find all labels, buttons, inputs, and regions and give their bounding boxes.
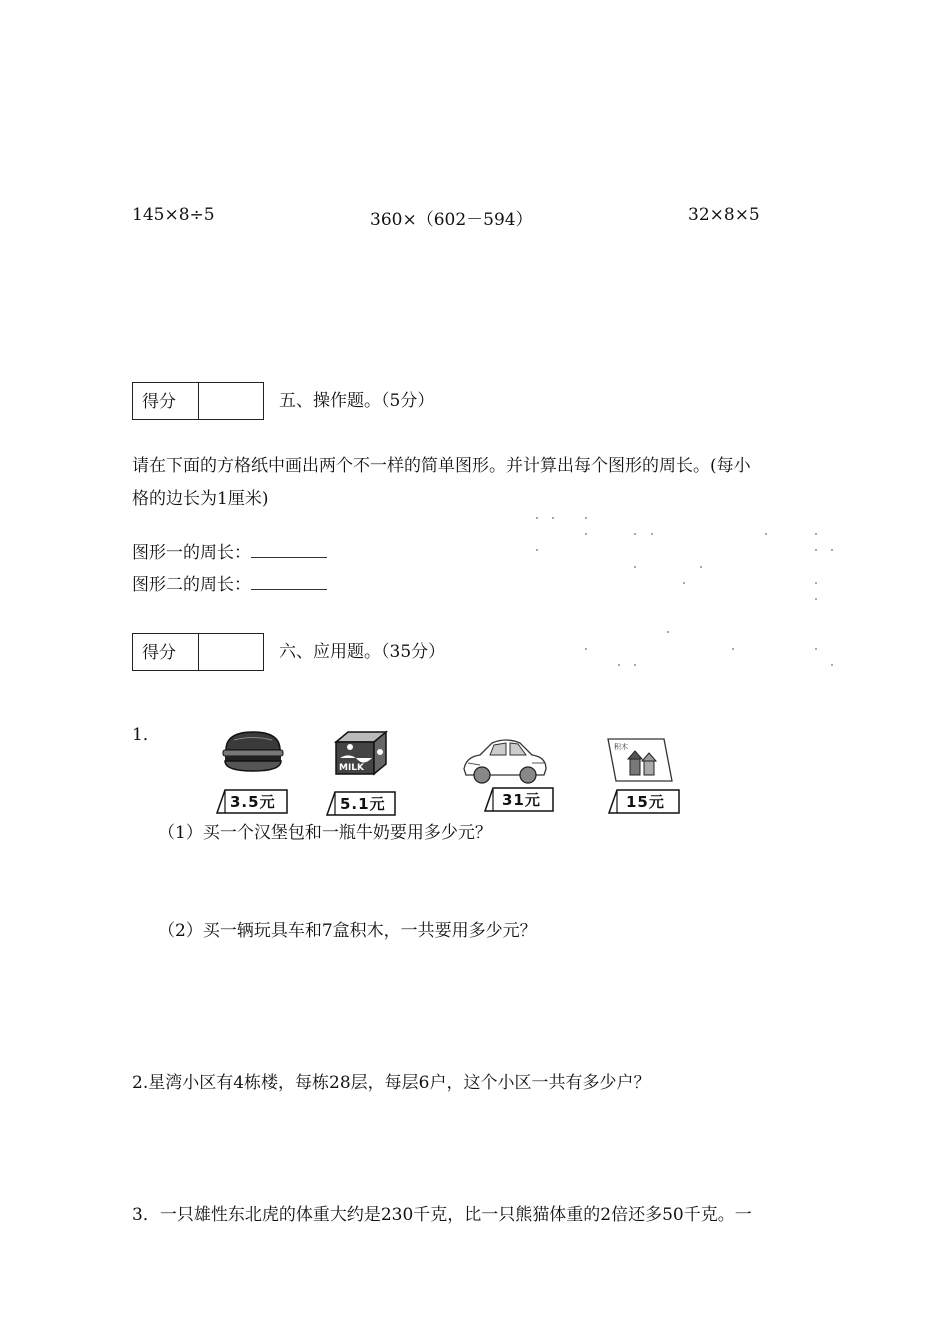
price-tag-blocks xyxy=(608,788,680,814)
section5-instruction-line2: 格的边长为1厘米) xyxy=(132,489,269,509)
calc-expression-1: 145×8÷5 xyxy=(132,205,215,225)
toy-car-picture xyxy=(460,735,550,792)
calc-expression-3: 32×8×5 xyxy=(688,205,760,225)
price-tag-hamburger xyxy=(216,788,288,814)
blocks-box-text: 积木 xyxy=(614,743,628,751)
price-tag-toy-car xyxy=(484,786,554,812)
question2: 2.星湾小区有4栋楼，每栋28层，每层6户，这个小区一共有多少户？ xyxy=(132,1073,651,1093)
shape1-answer-blank[interactable] xyxy=(251,543,327,558)
price-toy-car: 31元 xyxy=(502,791,541,809)
section6-title: 六、应用题。（35分） xyxy=(279,642,446,662)
score-label: 得分 xyxy=(133,383,199,419)
milk-carton-text: MILK xyxy=(339,763,365,773)
section5-instruction-line1: 请在下面的方格纸中画出两个不一样的简单图形。并计算出每个图形的周长。(每小 xyxy=(132,456,751,476)
shape2-perimeter-row xyxy=(132,570,327,595)
score-label: 得分 xyxy=(133,634,199,670)
price-tag-milk xyxy=(326,790,396,816)
shape1-perimeter-label: 图形一的周长： xyxy=(132,543,251,563)
question1-number: 1． xyxy=(132,725,160,745)
price-milk: 5.1元 xyxy=(340,795,386,813)
question3: 3．一只雄性东北虎的体重大约是230千克，比一只熊猫体重的2倍还多50千克。一 xyxy=(132,1205,752,1225)
shape2-answer-blank[interactable] xyxy=(251,575,327,590)
hamburger-picture xyxy=(220,728,286,779)
shape1-perimeter-row xyxy=(132,538,327,563)
calc-expression-2: 360×（602－594） xyxy=(370,210,533,230)
building-blocks-picture xyxy=(606,735,676,790)
question1-sub2: （2）买一辆玩具车和7盒积木，一共要用多少元？ xyxy=(158,921,537,941)
price-blocks: 15元 xyxy=(626,793,665,811)
shape2-perimeter-label: 图形二的周长： xyxy=(132,575,251,595)
score-box-section6[interactable] xyxy=(132,633,264,671)
score-box-section5[interactable] xyxy=(132,382,264,420)
question1-sub1: （1）买一个汉堡包和一瓶牛奶要用多少元？ xyxy=(158,823,492,843)
milk-carton-picture xyxy=(330,728,390,781)
price-hamburger: 3.5元 xyxy=(230,793,276,811)
section5-title: 五、操作题。（5分） xyxy=(279,391,435,411)
